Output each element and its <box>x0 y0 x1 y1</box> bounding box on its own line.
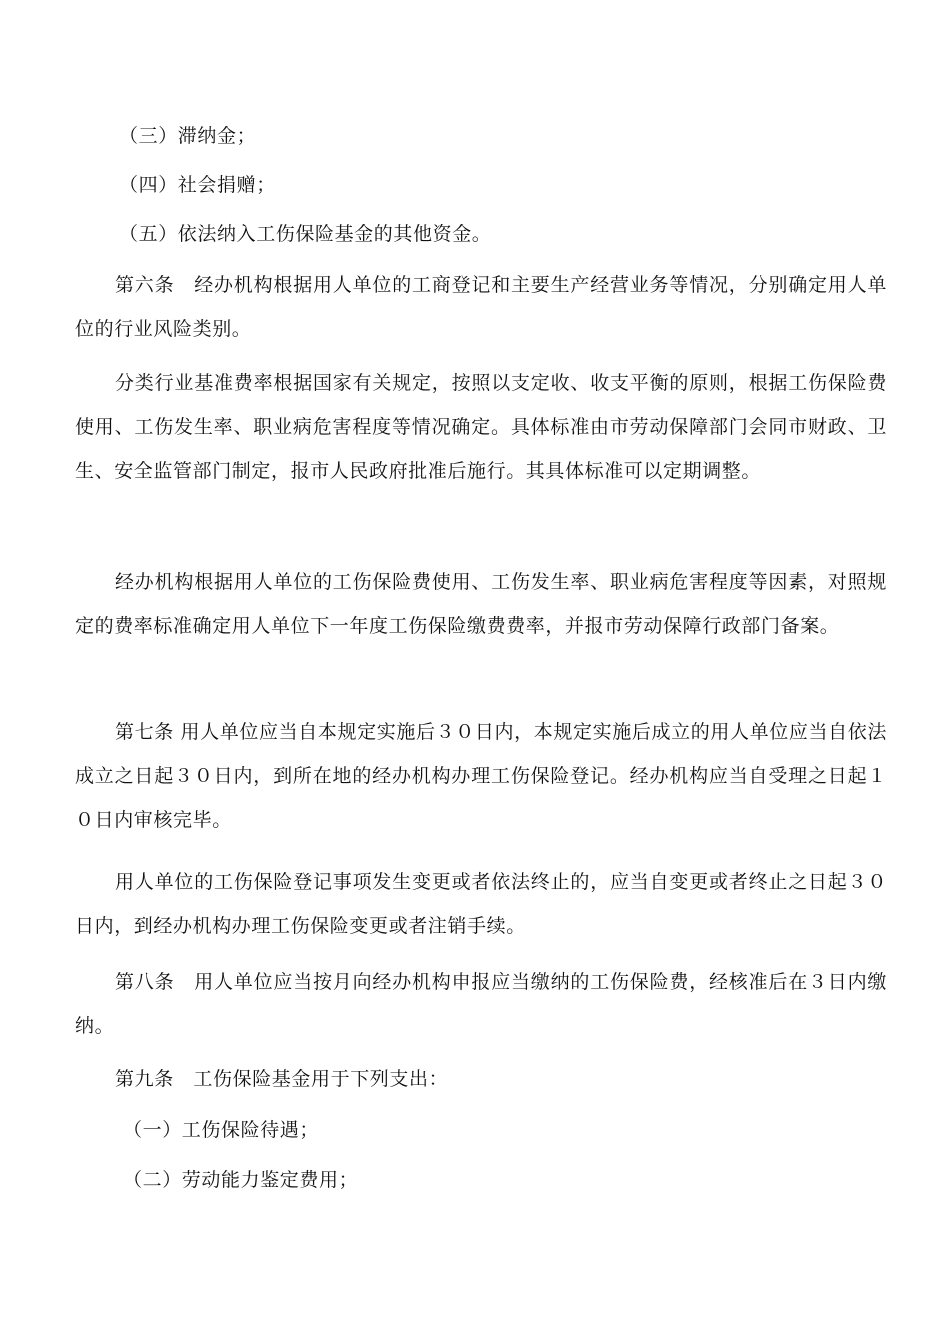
paragraph-expense-1: （一）工伤保险待遇； <box>123 1119 320 1141</box>
paragraph-rate-determination: 经办机构根据用人单位的工伤保险费使用、工伤发生率、职业病危害程度等因素，对照规定的费率标准确定用人单位下一年度工伤保险缴费费率，并报市劳动保障行政部门备案。 <box>75 571 887 637</box>
paragraph-rate-basis: 分类行业基准费率根据国家有关规定，按照以支定收、收支平衡的原则，根据工伤保险费使用、工伤发生率、职业病危害程度等情况确定。具体标准由市劳动保障部门会同市财政、卫生、安全监管部门制定，报市人民政府批准后施行。其具体标准可以定期调整。 <box>75 372 887 482</box>
paragraph-registration-change: 用人单位的工伤保险登记事项发生变更或者依法终止的，应当自变更或者终止之日起３０日内，到经办机构办理工伤保险变更或者注销手续。 <box>75 871 887 937</box>
paragraph-article-6: 第六条 经办机构根据用人单位的工商登记和主要生产经营业务等情况，分别确定用人单位的行业风险类别。 <box>75 274 887 340</box>
paragraph-item-5: （五）依法纳入工伤保险基金的其他资金。 <box>119 223 492 245</box>
paragraph-expense-2: （二）劳动能力鉴定费用； <box>123 1169 359 1191</box>
paragraph-article-7: 第七条 用人单位应当自本规定实施后３０日内，本规定实施后成立的用人单位应当自依法成立之日起３０日内，到所在地的经办机构办理工伤保险登记。经办机构应当自受理之日起１０日内审核完毕。 <box>75 721 887 831</box>
paragraph-article-9: 第九条 工伤保险基金用于下列支出： <box>115 1068 449 1090</box>
paragraph-article-8: 第八条 用人单位应当按月向经办机构申报应当缴纳的工伤保险费，经核准后在３日内缴纳。 <box>75 971 887 1037</box>
paragraph-item-3: （三）滞纳金； <box>119 125 257 147</box>
paragraph-item-4: （四）社会捐赠； <box>119 174 276 196</box>
